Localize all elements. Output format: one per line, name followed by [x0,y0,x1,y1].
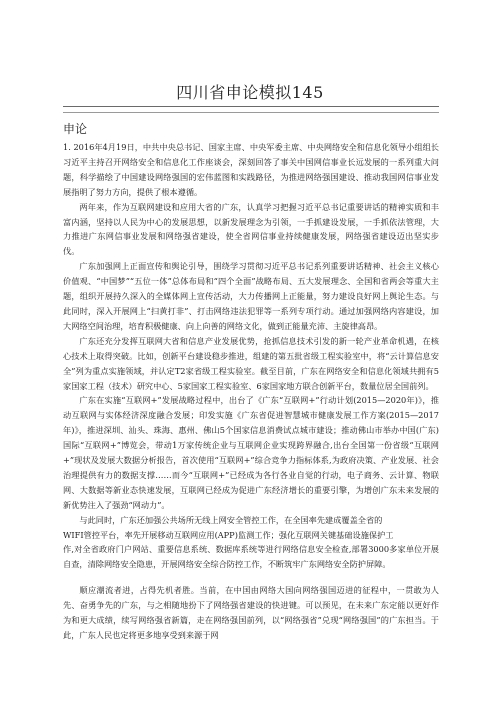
paragraph-conclusion: 顺应潮流者进，占得先机者胜。当前，在中国由网络大国向网络强国迈进的征程中，一贯敢为人先、奋勇争先的广东，与之相随地扮下了网络强省建设的快进键。可以预见，在未来广东定能以更好作为和更大成绩，续写网络强省新篇，走在网络强国前列，以“网络强省”兑现“网络强国”的广东担当。于此，广东人民也定将更多地享受到来源于网 [63,585,439,640]
paragraph-core-technology: 广东还充分发挥互联网大省和信息产业发展优势，抢抓信息技术引发的新一轮产业革命机遇，在核心技术上取得突破。比如，创新平台建设稳步推进，组建的第五批省级工程实验室中，将“云计算信息安全”列为重点实施领域，并认定T2家省级工程实验室。截至目前，广东在网络安全和信息化领域共拥有5家国家工程（技术）研究中心、5家国家工程实验室、6家国家地方联合创新平台，数量位居全国前列。 [63,335,439,391]
paragraph-internet-plus: 广东在实施“互联网+”发展战略过程中，出台了《广东“互联网+”行动计划(2015—2020年)》，推动互联网与实体经济深度融合发展；印发实施《广东省促进智慧城市健康发展工作方案(2015—2017年)》，推进深圳、汕头、珠海、惠州、佛山5个国家信息消费试点城市建设；推动佛山市举办中国(广东)国际“互联网+”博览会，带动1万家传统企业与互联网企业实现跨界融合,出台全国第一份省级“互联网+”现状及发展大数据分析报告，首次使用“互联网+”综合竞争力指标体系,为政府决策、产业发展、社会治理提供有力的数据支撑……而今“互联网+”已经成为各行各业自觉的行动，电子商务、云计算、物联网、大数据等新业态快速发展，互联网已经成为促进广东经济增长的重要引擎，为增创广东未来发展的新优势注入了强劲“网动力”。 [63,395,439,510]
document-body [63,126,439,643]
paragraph-guangdong-progress: 两年来，作为互联网建设和应用大省的广东，认真学习把握习近平总书记重要讲话的精神实质和丰富内涵，坚持以人民为中心的发展思想，以新发展理念为引领，一手抓建设发展，一手抓依法管理，大力推进广东网信事业发展和网络强省建设，使全省网信事业持续健康发展，网络强省建设迈出坚实步伐。 [63,201,439,257]
section-heading: 申论 [63,122,88,136]
paragraph-online-publicity: 广东加强网上正面宣传和舆论引导，围绕学习贯彻习近平总书记系列重要讲话精神、社会主义核心价值观、“中国梦”“五位一体”总体布局和“四个全面”战略布局、五大发展理念、全国和省两会等重大主题，组织开展持久深入的全媒体网上宣传活动，大力传播网上正能量，努力建设良好网上舆论生态。与此同时，深入开展网上“扫黄打非”、打击网络违法犯罪等一系列专项行动。通过加强网络内容建设，加大网络空间治理，培育积极健康、向上向善的网络文化，做到正能量充沛、主旋律高昂。 [63,261,439,331]
paragraph-wifi-security-b: WIFI管控平台，率先开展移动互联网应用(APP)监测工作；强化互联网关键基础设施保护工 [63,529,394,540]
paragraph-wifi-security-a: 与此同时，广东还加强公共场所无线上网安全管控工作，在全国率先建成覆盖全省的 [79,514,383,525]
paragraph-wifi-security-c: 作,对全省政府门户网站、重要信息系统、数据库系统等进行网络信息安全检查,部署3000多家单位开展自查，清除网络安全隐患，开展网络安全综合防控工作，不断筑牢广东网络安全防护屏障。 [63,544,439,570]
title-rule-bottom [63,112,439,113]
title-rule-top [63,106,439,107]
page-title: 四川省申论模拟145 [176,83,324,102]
paragraph-intro: 1. 2016年4月19日，中共中央总书记、国家主席、中央军委主席、中央网络安全和信息化领导小组组长习近平主持召开网络安全和信息化工作座谈会，深刻回答了事关中国网信事业长远发展的一系列重大问题，科学描绘了中国建设网络强国的宏伟蓝图和实践路径，为推进网络强国建设、推动我国网信事业发展指明了努力方向，提供了根本遵循。 [63,142,439,197]
